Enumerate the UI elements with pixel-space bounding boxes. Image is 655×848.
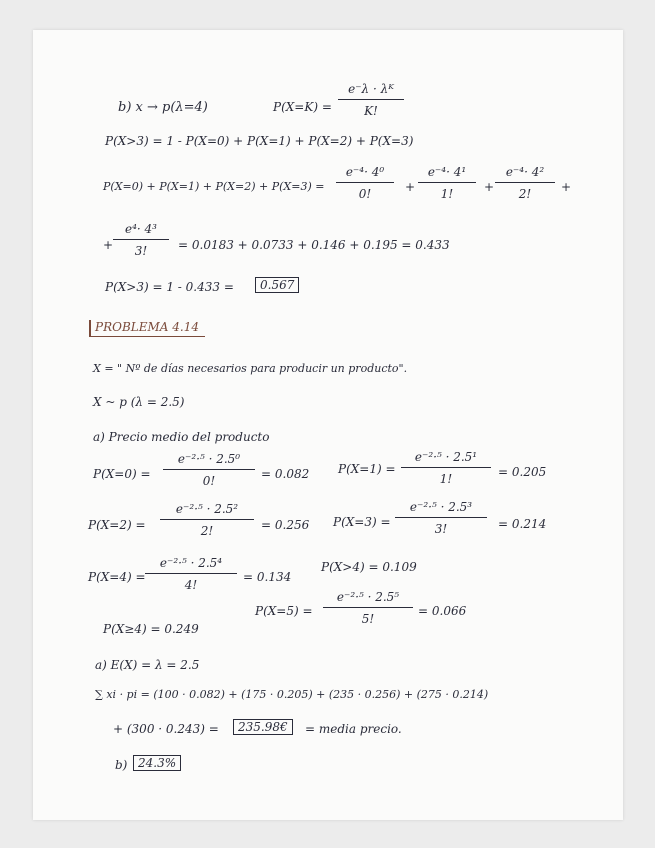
p4-den: 4!	[184, 578, 198, 592]
p0-lhs: P(X=0) =	[93, 467, 151, 481]
p-greater-4: P(X>4) = 0.109	[321, 560, 417, 574]
p1-num: e⁻²·⁵ · 2.5¹	[401, 450, 491, 468]
p0-den: 0!	[202, 474, 216, 488]
fraction-k3-den: 3!	[134, 244, 148, 258]
notebook-page	[33, 30, 623, 820]
plus-sign: +	[405, 180, 416, 194]
p0-value: = 0.082	[261, 467, 310, 481]
boxed-mean-price: 235.98€	[233, 719, 293, 735]
p1-lhs: P(X=1) =	[338, 462, 396, 476]
p4-value: = 0.134	[243, 570, 292, 584]
p2-num: e⁻²·⁵ · 2.5²	[160, 502, 254, 520]
fraction-k0-den: 0!	[358, 187, 372, 201]
p3-fraction	[395, 500, 487, 536]
poisson-formula-num: e⁻λ · λᴷ	[338, 82, 404, 100]
p3-value: = 0.214	[498, 517, 547, 531]
part-b2-label: b)	[115, 758, 128, 772]
part-a-title: a) Precio medio del producto	[93, 430, 270, 444]
expected-value: a) E(X) = λ = 2.5	[95, 658, 200, 672]
boxed-answer-b: 0.567	[255, 277, 299, 293]
sum-result: = 0.0183 + 0.0733 + 0.146 + 0.195 = 0.433	[178, 238, 450, 252]
fraction-k0	[336, 165, 394, 201]
p3-num: e⁻²·⁵ · 2.5³	[395, 500, 487, 518]
p3-lhs: P(X=3) =	[333, 515, 391, 529]
p0-num: e⁻²·⁵ · 2.5⁰	[163, 452, 255, 470]
fraction-k1	[418, 165, 476, 201]
fraction-k2-den: 2!	[518, 187, 532, 201]
poisson-formula-lhs: P(X=K) =	[273, 100, 332, 114]
fraction-k2	[495, 165, 555, 201]
fraction-k0-num: e⁻⁴· 4⁰	[336, 165, 394, 183]
problem-heading: PROBLEMA 4.14	[89, 320, 205, 337]
p1-value: = 0.205	[498, 465, 547, 479]
variable-definition: X = " Nº de días necesarios para producir un producto".	[93, 362, 408, 375]
p5-lhs: P(X=5) =	[255, 604, 313, 618]
p4-lhs: P(X=4) =	[88, 570, 146, 584]
p3-den: 3!	[434, 522, 448, 536]
p5-value: = 0.066	[418, 604, 467, 618]
fraction-k1-num: e⁻⁴· 4¹	[418, 165, 476, 183]
mean-price-label: = media precio.	[305, 722, 402, 736]
plus-sign: +	[484, 180, 495, 194]
p5-den: 5!	[361, 612, 375, 626]
p2-den: 2!	[200, 524, 214, 538]
p1-fraction	[401, 450, 491, 486]
plus-sign: +	[561, 180, 572, 194]
p2-value: = 0.256	[261, 518, 310, 532]
p1-den: 1!	[439, 472, 453, 486]
weighted-sum-line1: ∑ xi · pi = (100 · 0.082) + (175 · 0.205) + (235 · 0.256) + (275 · 0.214)	[95, 688, 489, 701]
boxed-answer-percent: 24.3%	[133, 755, 181, 771]
fraction-k2-num: e⁻⁴· 4²	[495, 165, 555, 183]
p4-fraction	[145, 556, 237, 592]
poisson-formula	[338, 82, 404, 118]
plus-sign: +	[103, 238, 114, 252]
poisson-formula-den: K!	[364, 104, 378, 118]
sum-lhs: P(X=0) + P(X=1) + P(X=2) + P(X=3) =	[103, 180, 325, 193]
distribution-line: X ~ p (λ = 2.5)	[93, 395, 185, 409]
part-b-label: b) x → p(λ=4)	[118, 100, 208, 115]
fraction-k1-den: 1!	[440, 187, 454, 201]
final-complement: P(X>3) = 1 - 0.433 =	[105, 280, 234, 294]
p0-fraction	[163, 452, 255, 488]
complement-line: P(X>3) = 1 - P(X=0) + P(X=1) + P(X=2) + P(X=3)	[105, 134, 414, 148]
p4-num: e⁻²·⁵ · 2.5⁴	[145, 556, 237, 574]
p5-fraction	[323, 590, 413, 626]
p5-num: e⁻²·⁵ · 2.5⁵	[323, 590, 413, 608]
p2-lhs: P(X=2) =	[88, 518, 146, 532]
fraction-k3	[113, 222, 169, 258]
p2-fraction	[160, 502, 254, 538]
weighted-sum-line2: + (300 · 0.243) =	[113, 722, 219, 736]
fraction-k3-num: e⁴· 4³	[113, 222, 169, 240]
p-greater-equal-4: P(X≥4) = 0.249	[103, 622, 199, 636]
